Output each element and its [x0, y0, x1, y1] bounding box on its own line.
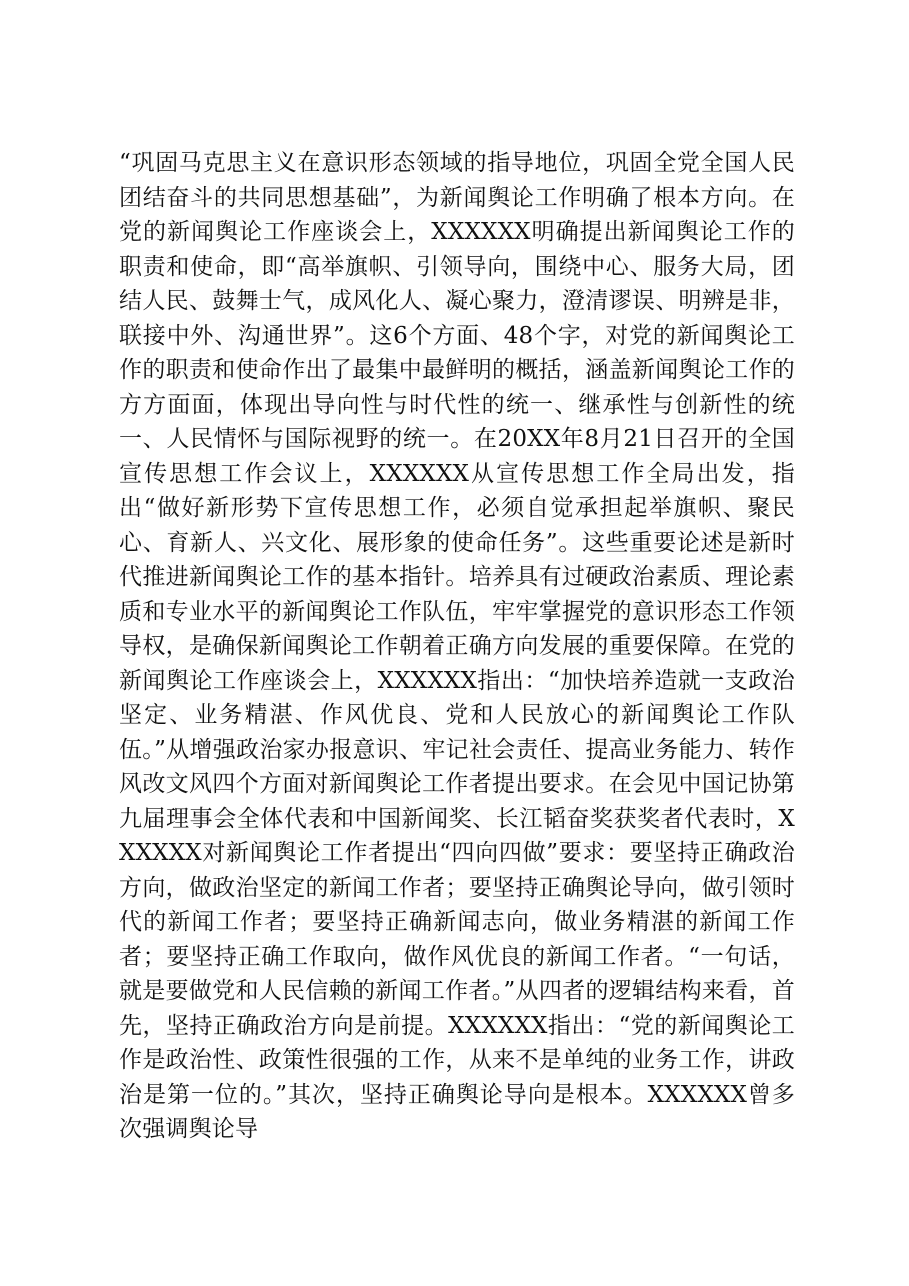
body-paragraph: “巩固马克思主义在意识形态领域的指导地位，巩固全党全国人民团结奋斗的共同思想基础”，为新闻舆论工作明确了根本方向。在党的新闻舆论工作座谈会上，XXXXXX明确提出新闻舆论工作的职责和使命，即“高举旗帜、引领导向，围绕中心、服务大局，团结人民、鼓舞士气，成风化人、凝心聚力，澄清谬误、明辨是非，联接中外、沟通世界”。这6个方面、48个字，对党的新闻舆论工作的职责和使命作出了最集中最鲜明的概括，涵盖新闻舆论工作的方方面面，体现出导向性与时代性的统一、继承性与创新性的统一、人民情怀与国际视野的统一。在20XX年8月21日召开的全国宣传思想工作会议上，XXXXXX从宣传思想工作全局出发，指出“做好新形势下宣传思想工作，必须自觉承担起举旗帜、聚民心、育新人、兴文化、展形象的使命任务”。这些重要论述是新时代推进新闻舆论工作的基本指针。培养具有过硬政治素质、理论素质和专业水平的新闻舆论工作队伍，牢牢掌握党的意识形态工作领导权，是确保新闻舆论工作朝着正确方向发展的重要保障。在党的新闻舆论工作座谈会上，XXXXXX指出：“加快培养造就一支政治坚定、业务精湛、作风优良、党和人民放心的新闻舆论工作队伍。”从增强政治家办报意识、牢记社会责任、提高业务能力、转作风改文风四个方面对新闻舆论工作者提出要求。在会见中国记协第九届理事会全体代表和中国新闻奖、长江韬奋奖获奖者代表时，XXXXXX对新闻舆论工作者提出“四向四做”要求：要坚持正确政治方向，做政治坚定的新闻工作者；要坚持正确舆论导向，做引领时代的新闻工作者；要坚持正确新闻志向，做业务精湛的新闻工作者；要坚持正确工作取向，做作风优良的新闻工作者。“一句话，就是要做党和人民信赖的新闻工作者。”从四者的逻辑结构来看，首先，坚持正确政治方向是前提。XXXXXX指出：“党的新闻舆论工作是政治性、政策性很强的工作，从来不是单纯的业务工作，讲政治是第一位的。”其次，坚持正确舆论导向是根本。XXXXXX曾多次强调舆论导	[119, 150, 795, 1142]
